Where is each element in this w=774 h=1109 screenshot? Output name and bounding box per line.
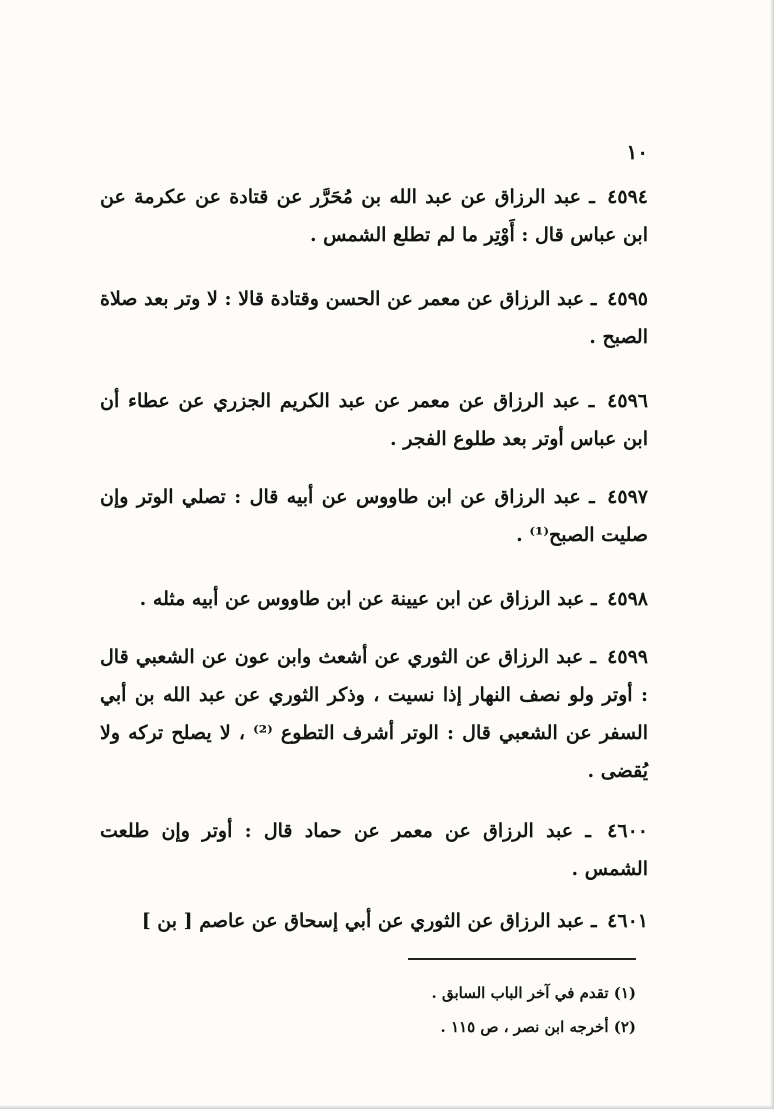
hadith-text: ـ عبد الرزاق عن معمر عن الحسن وقتادة قالا : لا وتر بعد صلاة الصبح . (100, 288, 648, 348)
hadith-text: ـ عبد الرزاق عن ابن عيينة عن ابن طاووس عن أبيه مثله . (139, 588, 597, 610)
page-number: ١٠ (626, 140, 648, 164)
hadith-number: ٤٦٠١ (607, 910, 648, 932)
hadith-text: ـ عبد الرزاق عن عبد الله بن مُحَرَّر عن قتادة عن عكرمة عن ابن عباس قال : أَوْتِر ما لم تطلع الشمس . (100, 186, 648, 246)
hadith-entry (100, 638, 648, 790)
hadith-entry (100, 812, 648, 888)
hadith-entry (100, 478, 648, 554)
footnote-divider (408, 958, 636, 960)
hadith-number: ٤٥٩٥ (607, 288, 648, 310)
hadith-number: ٤٥٩٤ (607, 186, 648, 208)
footnotes (336, 976, 636, 1044)
hadith-number: ٤٥٩٩ (607, 646, 648, 668)
scan-edge (0, 1105, 774, 1109)
hadith-entry (100, 382, 648, 458)
footnote: (٢) أخرجه ابن نصر ، ص ١١٥ . (440, 1018, 636, 1036)
scan-edge (770, 0, 774, 1109)
hadith-text: ـ عبد الرزاق عن معمر عن حماد قال : أوتر وإن طلعت الشمس . (100, 820, 648, 880)
hadith-entry (100, 580, 648, 618)
hadith-number: ٤٦٠٠ (607, 820, 648, 842)
footnote: (١) تقدم في آخر الباب السابق . (431, 984, 636, 1002)
hadith-text: ـ عبد الرزاق عن ابن طاووس عن أبيه قال : تصلي الوتر وإن صليت الصبح⁽¹⁾ . (100, 486, 648, 546)
hadith-entry (100, 280, 648, 356)
hadith-entry (100, 178, 648, 254)
hadith-number: ٤٥٩٦ (607, 390, 648, 412)
hadith-number: ٤٥٩٧ (607, 486, 648, 508)
hadith-entry (100, 902, 648, 940)
hadith-text: ـ عبد الرزاق عن الثوري عن أبي إسحاق عن عاصم [ بن ] (141, 910, 597, 932)
hadith-text: ـ عبد الرزاق عن الثوري عن أشعث وابن عون عن الشعبي قال : أوتر ولو نصف النهار إذا نسيت ، وذكر الثوري عن عبد الله بن أبي السفر عن الشعبي قال : الوتر أشرف التطوع ⁽²⁾ ، لا يصلح تركه ولا يُقضى . (100, 646, 648, 782)
hadith-number: ٤٥٩٨ (607, 588, 648, 610)
hadith-text: ـ عبد الرزاق عن معمر عن عبد الكريم الجزري عن عطاء أن ابن عباس أوتر بعد طلوع الفجر . (100, 390, 648, 450)
